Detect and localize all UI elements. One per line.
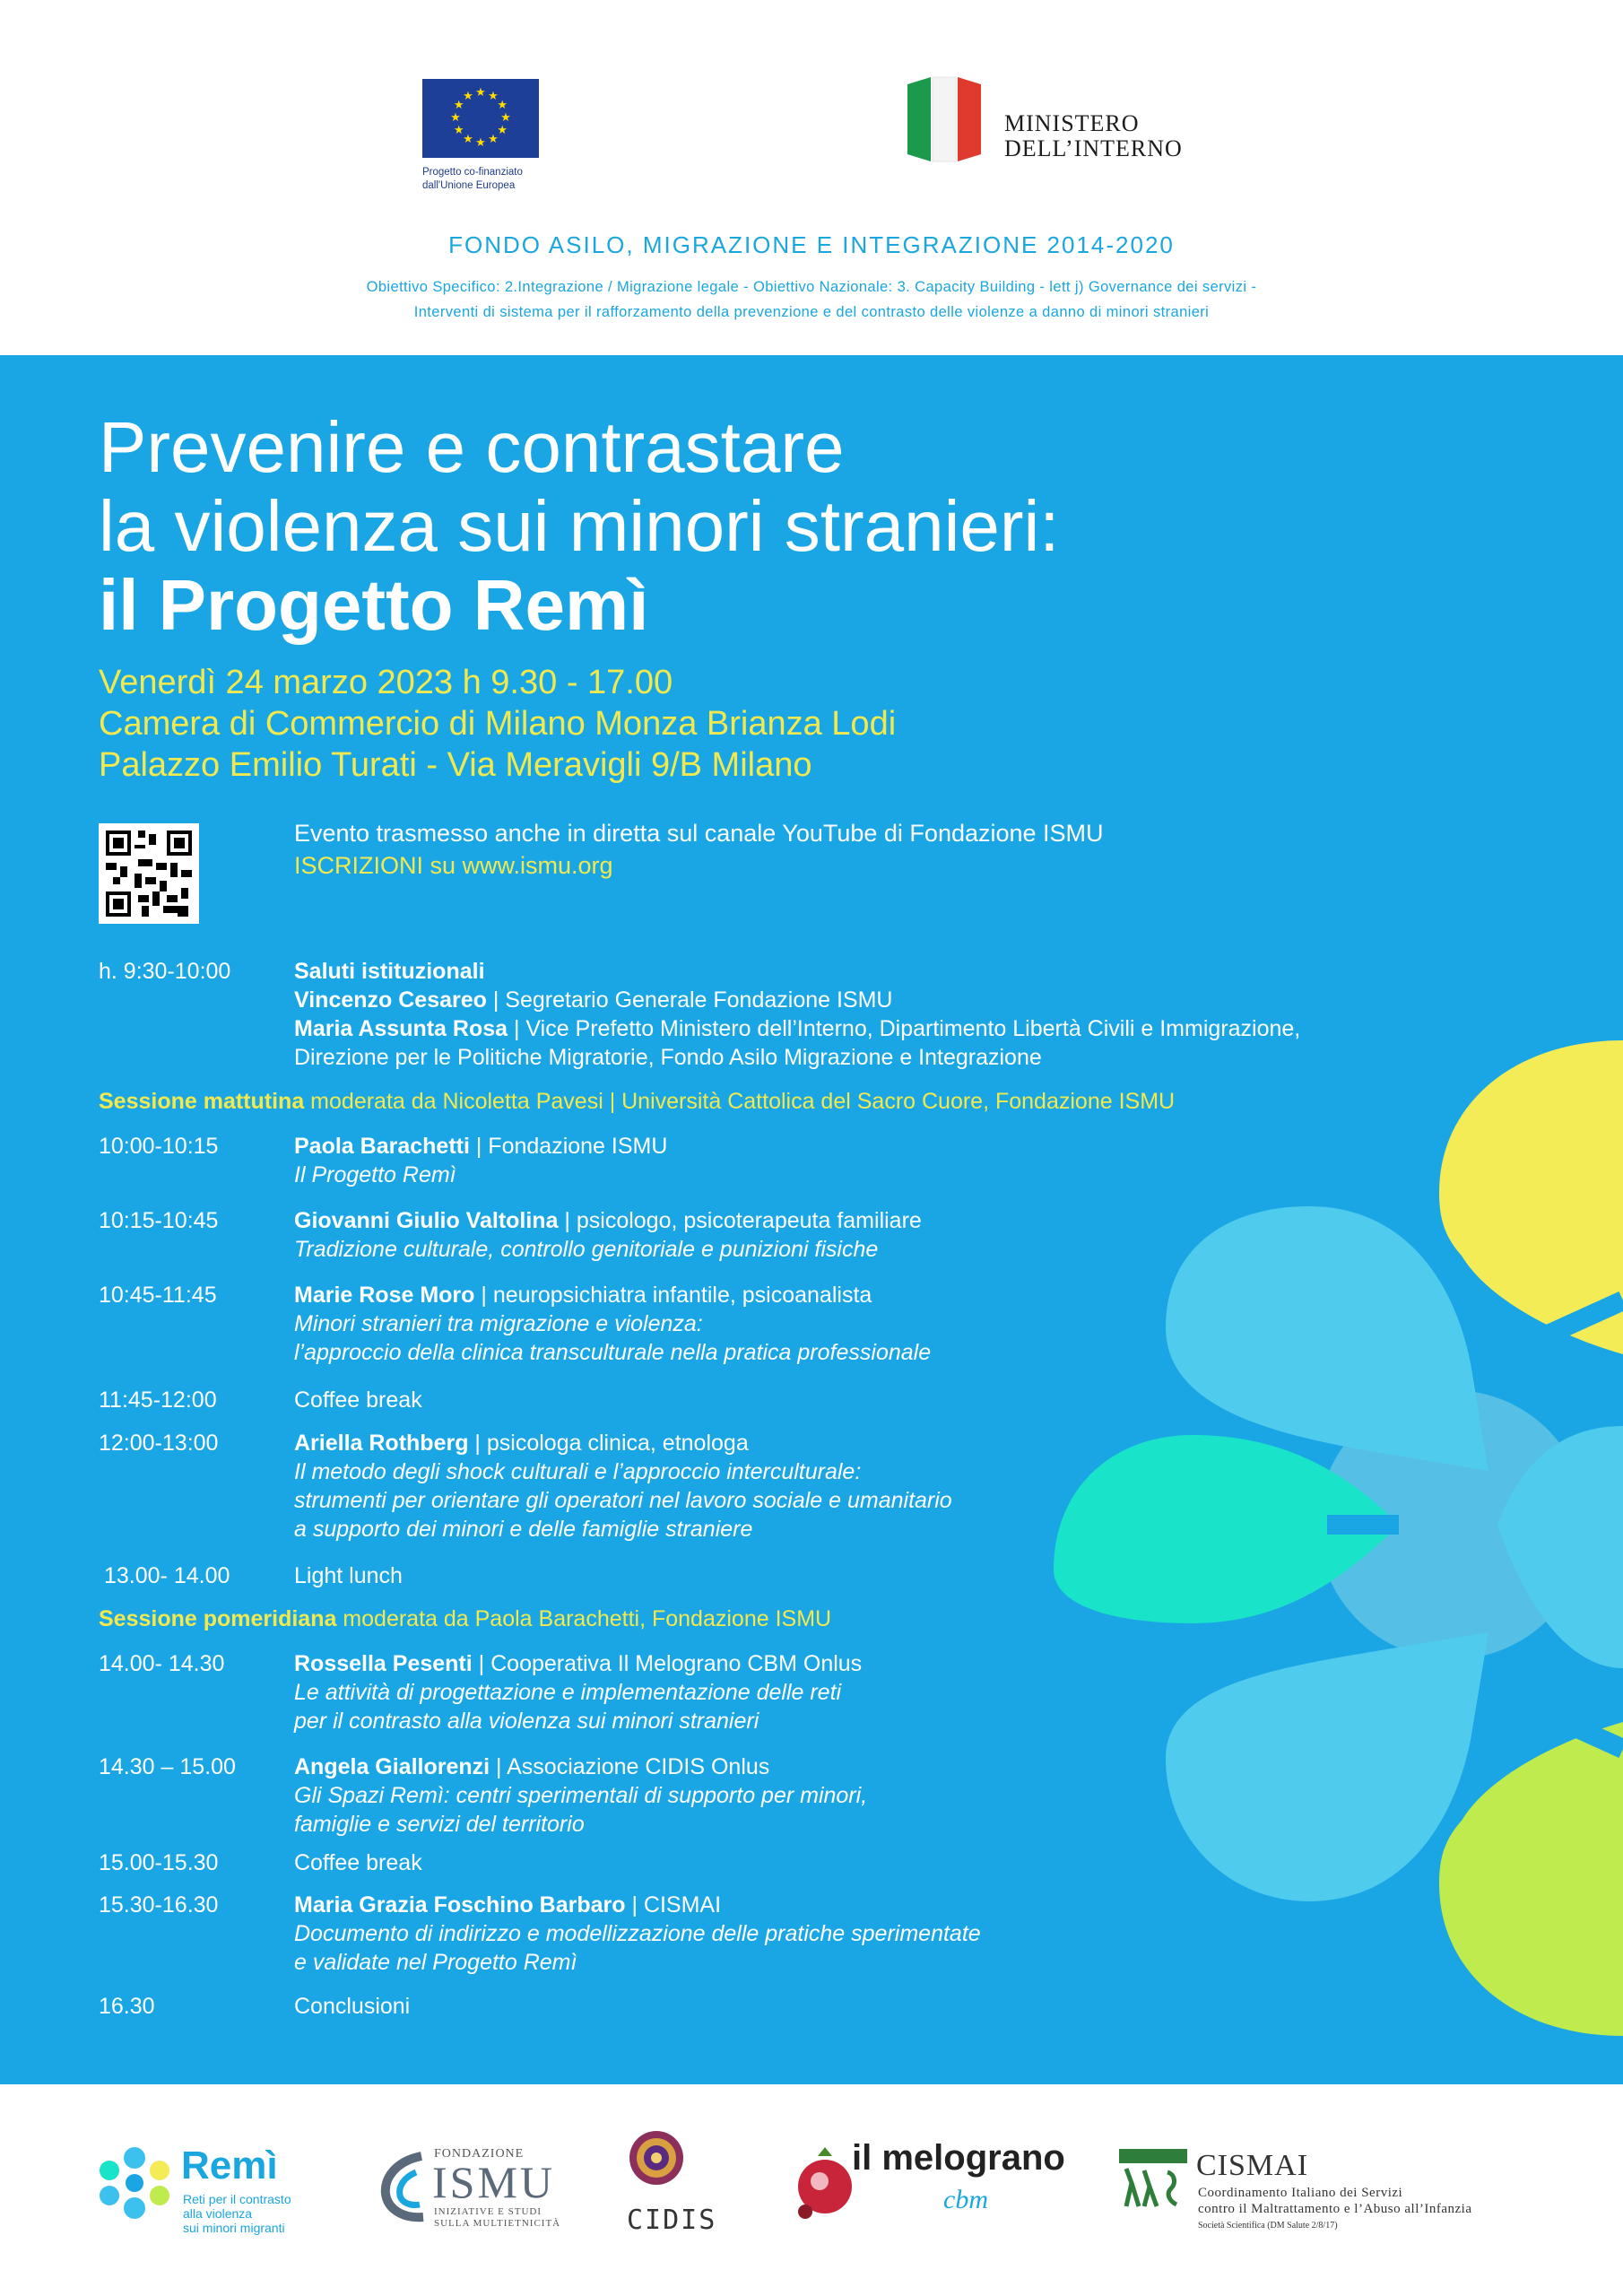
eu-star-icon: ★ — [488, 133, 499, 147]
speaker-role: | Fondazione ISMU — [469, 1134, 668, 1159]
slot-time: 15.30-16.30 — [99, 1892, 219, 1918]
slot-time: h. 9:30-10:00 — [99, 959, 231, 984]
slot-time: 14.00- 14.30 — [99, 1651, 225, 1676]
slot-body — [294, 957, 1460, 1072]
header — [0, 0, 1623, 355]
speaker-name: Giovanni Giulio Valtolina — [294, 1208, 559, 1233]
talk-title: famiglie e servizi del territorio — [294, 1812, 585, 1837]
session-moderator: moderata da Nicoletta Pavesi | Università Cattolica del Sacro Cuore, Fondazione ISMU — [304, 1089, 1176, 1114]
eu-star-icon: ★ — [488, 89, 499, 103]
talk-title: e validate nel Progetto Remì — [294, 1950, 577, 1975]
eu-caption-line: Progetto co-finanziato — [422, 167, 523, 178]
fund-subtitle-line: Interventi di sistema per il rafforzamento della prevenzione e del contrasto delle violenze a danno di minori stranieri — [413, 304, 1210, 320]
slot-body — [294, 1891, 1460, 1977]
talk-title: per il contrasto alla violenza sui minori stranieri — [294, 1709, 759, 1734]
talk-title: Il metodo degli shock culturali e l’approccio interculturale: — [294, 1459, 862, 1484]
talk-title: Le attività di progettazione e implementazione delle reti — [294, 1680, 842, 1705]
speaker-name: Ariella Rothberg — [294, 1431, 469, 1456]
speaker-name: Vincenzo Cesareo — [294, 987, 487, 1013]
event-address: Palazzo Emilio Turati - Via Meravigli 9/B Milano — [99, 746, 812, 784]
talk-title: Tradizione culturale, controllo genitoriale e punizioni fisiche — [294, 1237, 879, 1262]
pomegranate-icon — [793, 2144, 855, 2221]
event-details — [99, 662, 896, 786]
event-title-line: Prevenire e contrastare — [99, 407, 845, 487]
ismu-subtitle-line: INIZIATIVE E STUDI — [434, 2206, 542, 2217]
eu-star-icon: ★ — [497, 124, 508, 137]
cismai-logo-name: CISMAI — [1196, 2149, 1309, 2182]
qr-code-icon — [106, 831, 192, 917]
eu-star-icon: ★ — [463, 89, 473, 103]
eu-flag-logo — [422, 79, 539, 158]
slot-body — [294, 1429, 1460, 1544]
slot-time: 15.00-15.30 — [99, 1850, 219, 1875]
talk-title: Il Progetto Remì — [294, 1162, 456, 1187]
ministry-name — [1004, 111, 1183, 161]
melograno-logo-name: il melograno — [852, 2138, 1065, 2178]
slot-time: 14.30 – 15.00 — [99, 1754, 236, 1779]
remi-tagline-line: alla violenza — [183, 2206, 253, 2221]
slot-body — [294, 1561, 1460, 1590]
session-morning — [99, 1087, 1175, 1116]
eu-star-icon: ★ — [453, 124, 464, 137]
ismu-swirl-icon — [377, 2149, 429, 2224]
break-label: Coffee break — [294, 1387, 422, 1413]
speaker-role: | Associazione CIDIS Onlus — [490, 1754, 770, 1779]
remi-logo-name: Remì — [181, 2144, 278, 2187]
ismu-foundation-label: FONDAZIONE — [434, 2147, 525, 2161]
speaker-role: | neuropsichiatra infantile, psicoanalista — [474, 1283, 872, 1308]
eu-caption-line: dall'Unione Europea — [422, 180, 516, 191]
fund-title: FONDO ASILO, MIGRAZIONE E INTEGRAZIONE 2014-2020 — [448, 231, 1175, 258]
talk-title: Gli Spazi Remì: centri sperimentali di supporto per minori, — [294, 1783, 868, 1808]
talk-title: l’approccio della clinica transculturale nella pratica professionale — [294, 1340, 932, 1365]
speaker-role: | Segretario Generale Fondazione ISMU — [486, 987, 893, 1013]
ismu-subtitle-line: SULLA MULTIETNICITÀ — [434, 2218, 561, 2229]
partner-logos — [0, 2084, 1623, 2296]
speaker-role: | psicologo, psicoterapeuta familiare — [558, 1208, 922, 1233]
stream-text: Evento trasmesso anche in diretta sul canale YouTube di Fondazione ISMU — [294, 820, 1104, 847]
cidis-logo-name: CIDIS — [627, 2205, 717, 2236]
eu-star-icon: ★ — [463, 133, 473, 147]
cismai-subtitle-line: contro il Maltrattamento e l’Abuso all’Infanzia — [1198, 2202, 1472, 2216]
eu-star-icon: ★ — [450, 111, 461, 125]
stream-info — [294, 817, 1104, 882]
slot-body — [294, 1992, 1460, 2021]
speaker-name: Rossella Pesenti — [294, 1651, 473, 1676]
break-label: Coffee break — [294, 1850, 422, 1875]
cismai-registration: Società Scientifica (DM Salute 2/8/17) — [1198, 2221, 1338, 2231]
slot-body — [294, 1848, 1460, 1877]
cidis-emblem-icon — [628, 2129, 685, 2187]
slot-time: 10:45-11:45 — [99, 1283, 217, 1308]
session-label: Sessione mattutina — [99, 1089, 305, 1114]
talk-title: strumenti per orientare gli operatori nel lavoro sociale e umanitario — [294, 1488, 952, 1513]
event-title-line: la violenza sui minori stranieri: — [99, 486, 1060, 566]
eu-star-icon: ★ — [475, 86, 486, 100]
slot-time: 12:00-13:00 — [99, 1431, 219, 1456]
slot-time: 13.00- 14.00 — [104, 1563, 230, 1588]
registration-link[interactable]: ISCRIZIONI su www.ismu.org — [294, 852, 613, 879]
speaker-role: | Cooperativa Il Melograno CBM Onlus — [472, 1651, 863, 1676]
cismai-children-icon — [1117, 2147, 1189, 2210]
remi-tagline-line: sui minori migranti — [183, 2221, 285, 2235]
slot-title: Saluti istituzionali — [294, 959, 485, 984]
eu-star-icon: ★ — [453, 99, 464, 112]
session-moderator: moderata da Paola Barachetti, Fondazione ISMU — [336, 1606, 832, 1631]
slot-time: 16.30 — [99, 1994, 155, 2019]
talk-title: Minori stranieri tra migrazione e violenza: — [294, 1311, 703, 1336]
event-panel — [0, 355, 1623, 2084]
ministry-name-line: DELL’INTERNO — [1004, 135, 1183, 161]
ismu-subtitle — [434, 2206, 560, 2230]
slot-body — [294, 1386, 1460, 1414]
cismai-subtitle-line: Coordinamento Italiano dei Servizi — [1198, 2186, 1403, 2200]
speaker-name: Angela Giallorenzi — [294, 1754, 490, 1779]
event-title-line: il Progetto Remì — [99, 565, 649, 645]
talk-title: a supporto dei minori e delle famiglie straniere — [294, 1517, 753, 1542]
speaker-role: | Vice Prefetto Ministero dell’Interno, Dipartimento Libertà Civili e Immigrazione, — [508, 1016, 1301, 1041]
slot-time: 10:15-10:45 — [99, 1208, 219, 1233]
eu-star-icon: ★ — [500, 111, 511, 125]
remi-flower-icon — [97, 2145, 172, 2221]
cbm-logo-name: cbm — [943, 2185, 988, 2214]
eu-star-icon: ★ — [475, 136, 486, 150]
speaker-role: | psicologa clinica, etnologa — [468, 1431, 749, 1456]
eu-star-icon: ★ — [497, 99, 508, 112]
slot-body — [294, 1649, 1460, 1735]
fund-subtitle-line: Obiettivo Specifico: 2.Integrazione / Migrazione legale - Obiettivo Nazionale: 3. Capacity Building - lett j) Governance dei servizi - — [366, 279, 1257, 295]
slot-body — [294, 1752, 1460, 1839]
event-date: Venerdì 24 marzo 2023 h 9.30 - 17.00 — [99, 664, 673, 701]
speaker-role-continued: Direzione per le Politiche Migratorie, Fondo Asilo Migrazione e Integrazione — [294, 1045, 1042, 1070]
speaker-name: Maria Assunta Rosa — [294, 1016, 508, 1041]
event-venue: Camera di Commercio di Milano Monza Brianza Lodi — [99, 705, 897, 743]
petal-lime — [1439, 1722, 1623, 2036]
speaker-role: | CISMAI — [625, 1892, 722, 1918]
slot-body — [294, 1206, 1460, 1264]
speaker-name: Maria Grazia Foschino Barbaro — [294, 1892, 626, 1918]
speaker-name: Marie Rose Moro — [294, 1283, 475, 1308]
fund-subtitle — [0, 274, 1623, 325]
slot-body — [294, 1132, 1460, 1189]
slot-time: 11:45-12:00 — [99, 1387, 217, 1413]
cismai-subtitle — [1198, 2185, 1471, 2217]
session-label: Sessione pomeridiana — [99, 1606, 337, 1631]
slot-body — [294, 1281, 1460, 1367]
remi-tagline-line: Reti per il contrasto — [183, 2192, 291, 2206]
speaker-name: Paola Barachetti — [294, 1134, 470, 1159]
ministry-name-line: MINISTERO — [1004, 110, 1140, 136]
event-title — [99, 408, 1060, 645]
session-afternoon — [99, 1605, 831, 1633]
talk-title: Documento di indirizzo e modellizzazione delle pratiche sperimentate — [294, 1921, 981, 1946]
italian-flag-logo — [906, 75, 983, 163]
qr-code[interactable] — [99, 823, 199, 924]
remi-tagline — [183, 2192, 291, 2235]
ismu-logo-name: ISMU — [432, 2157, 556, 2207]
eu-caption — [422, 166, 602, 193]
break-label: Light lunch — [294, 1563, 403, 1588]
slot-time: 10:00-10:15 — [99, 1134, 219, 1159]
closing-label: Conclusioni — [294, 1994, 411, 2019]
